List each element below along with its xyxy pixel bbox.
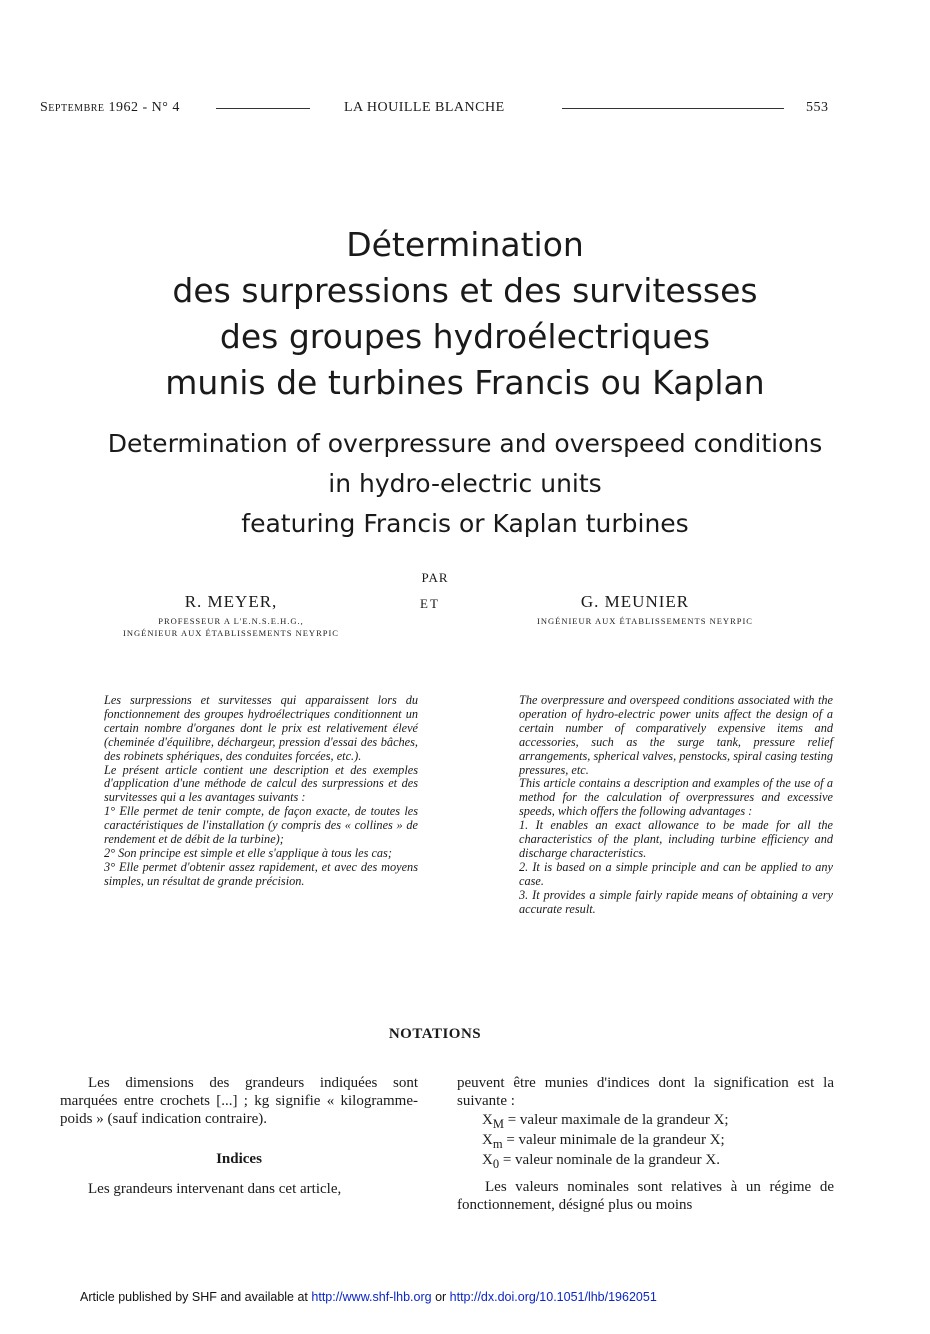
footer-link-doi[interactable]: http://dx.doi.org/10.1051/lhb/1962051 bbox=[449, 1290, 657, 1304]
formula-line: $X_m$ = valeur minimale de la grandeur X; bbox=[482, 1132, 725, 1151]
running-header-issue: Septembre 1962 - N° 4 bbox=[40, 100, 180, 115]
abstract-french bbox=[104, 694, 418, 889]
subheading-indices: Indices bbox=[216, 1151, 262, 1167]
publication-footer bbox=[80, 1290, 657, 1304]
title-en-line: featuring Francis or Kaplan turbines bbox=[241, 509, 689, 538]
formula-line: $X_0$ = valeur nominale de la grandeur X. bbox=[482, 1152, 720, 1171]
affiliation-line: INGÉNIEUR AUX ÉTABLISSEMENTS NEYRPIC bbox=[537, 616, 753, 626]
title-english bbox=[0, 424, 930, 544]
abstract-paragraph: The overpressure and overspeed conditions associated with the operation of hydro-electric power units affect the design of a certain number of comparatively expensive items and accessories, such as the surge tank, pressure relief arrangements, spherical valves, penstocks, spiral casing testing pressures, etc. bbox=[519, 693, 833, 777]
title-fr-line: munis de turbines Francis ou Kaplan bbox=[165, 363, 765, 402]
footer-text: Article published by SHF and available at bbox=[80, 1290, 312, 1304]
affiliation-line: PROFESSEUR A L'E.N.S.E.H.G., bbox=[158, 616, 304, 626]
author-affiliation-meunier bbox=[505, 615, 785, 627]
title-fr-line: Détermination bbox=[346, 225, 584, 264]
by-label: PAR bbox=[421, 570, 449, 585]
author-affiliation-meyer bbox=[100, 615, 362, 639]
author-name-meyer: R. MEYER, bbox=[184, 592, 278, 611]
body-column-right bbox=[457, 1074, 834, 1214]
abstract-paragraph: 1° Elle permet de tenir compte, de façon exacte, de toutes les caractéristiques de l'installation (y compris des « collines » de rendement et de débit de la turbine); bbox=[104, 804, 418, 847]
body-paragraph: Les grandeurs intervenant dans cet article, bbox=[88, 1181, 342, 1197]
title-fr-line: des groupes hydroélectriques bbox=[219, 317, 711, 356]
abstract-paragraph: 3. It provides a simple fairly rapide means of obtaining a very accurate result. bbox=[519, 887, 833, 916]
header-rule-right bbox=[562, 108, 784, 109]
abstract-paragraph: 3° Elle permet d'obtenir assez rapidement, et avec des moyens simples, un résultat de grande précision. bbox=[104, 859, 418, 888]
section-heading-notations: NOTATIONS bbox=[388, 1026, 482, 1042]
author-name-meunier: G. MEUNIER bbox=[580, 592, 690, 611]
formula-list bbox=[457, 1112, 834, 1172]
body-column-left bbox=[60, 1074, 418, 1198]
footer-text: or bbox=[431, 1290, 450, 1304]
page-number: 553 bbox=[806, 100, 829, 115]
abstract-english bbox=[519, 694, 833, 917]
formula-line: $X_M$ = valeur maximale de la grandeur X; bbox=[482, 1112, 729, 1131]
abstract-paragraph: This article contains a description and examples of the use of a method for the calculation of overpressures and excessive speeds, which offers the following advantages : bbox=[519, 776, 833, 819]
title-en-line: Determination of overpressure and overspeed conditions bbox=[107, 429, 823, 458]
body-paragraph: Les valeurs nominales sont relatives à un régime de fonctionnement, désigné plus ou moins bbox=[457, 1179, 834, 1213]
body-paragraph: peuvent être munies d'indices dont la signification est la suivante : bbox=[457, 1075, 834, 1109]
and-label: ET bbox=[420, 596, 440, 611]
affiliation-line: INGÉNIEUR AUX ÉTABLISSEMENTS NEYRPIC bbox=[123, 628, 339, 638]
header-rule-left bbox=[216, 108, 310, 109]
abstract-paragraph: Le présent article contient une description et des exemples d'application d'une méthode de calcul des surpressions et des survitesses qui a les avantages suivants : bbox=[104, 762, 418, 805]
body-paragraph: Les dimensions des grandeurs indiquées sont marquées entre crochets [...] ; kg signifie « kilogramme-poids » (sauf indication contraire). bbox=[60, 1075, 418, 1127]
abstract-paragraph: 1. It enables an exact allowance to be made for all the characteristics of the plant, including turbine efficiency and discharge characteristics. bbox=[519, 818, 833, 860]
abstract-paragraph: 2. It is based on a simple principle and can be applied to any case. bbox=[519, 859, 833, 888]
abstract-paragraph: 2° Son principe est simple et elle s'applique à tous les cas; bbox=[104, 845, 392, 860]
title-en-line: in hydro-electric units bbox=[328, 469, 602, 498]
abstract-paragraph: Les surpressions et survitesses qui apparaissent lors du fonctionnement des groupes hydroélectriques conditionnent un certain nombre d'organes dont le prix est relativement élevé (cheminée d'équilibre, déchargeur, pression d'essai des bâches, des robinets sphériques, des conduites forcées, etc.). bbox=[104, 693, 418, 763]
title-fr-line: des surpressions et des survitesses bbox=[172, 271, 758, 310]
running-header-journal: LA HOUILLE BLANCHE bbox=[344, 100, 505, 115]
footer-link-shf[interactable]: http://www.shf-lhb.org bbox=[311, 1290, 432, 1304]
title-french bbox=[0, 222, 930, 406]
